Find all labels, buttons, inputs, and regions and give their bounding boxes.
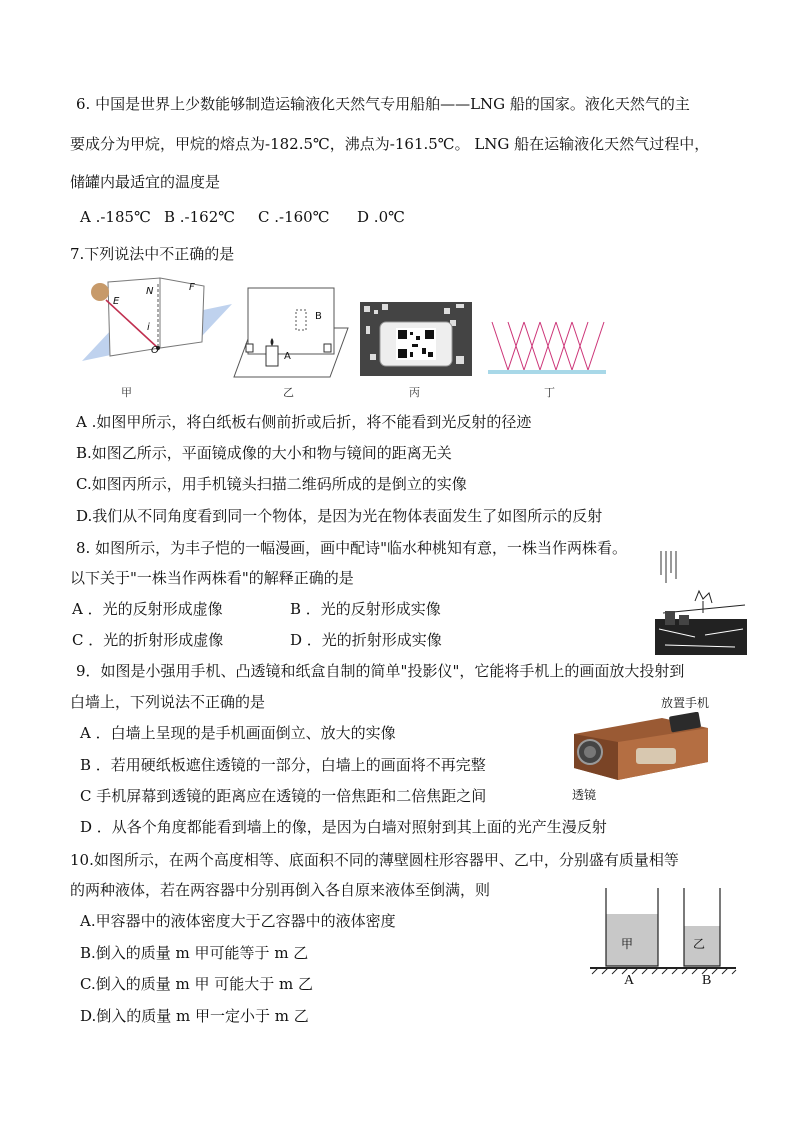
q9-line-1: 9．如图是小强用手机、凸透镜和纸盒自制的简单"投影仪"，它能将手机上的画面放大投射到 bbox=[76, 662, 685, 680]
q6-line-2: 要成分为甲烷，甲烷的熔点为-182.5℃，沸点为-161.5℃。 LNG 船在运输液化天然气过程中， bbox=[70, 135, 710, 153]
q9-option-b: B ．若用硬纸板遮住透镜的一部分，白墙上的画面将不再完整 bbox=[80, 756, 486, 774]
q10-line-1: 10.如图所示，在两个高度相等、底面积不同的薄壁圆柱形容器甲、乙中，分别盛有质量相等 bbox=[70, 851, 679, 869]
fig-label-jia-container: 甲 bbox=[621, 937, 634, 951]
candle-a bbox=[266, 346, 278, 366]
q8-option-a: A ．光的反射形成虚像 bbox=[72, 600, 223, 618]
q8-option-d: D ．光的折射形成实像 bbox=[290, 631, 442, 649]
q10-option-c: C.倒入的质量 m 甲 可能大于 m 乙 bbox=[80, 975, 313, 993]
q10-option-d: D.倒入的质量 m 甲一定小于 m 乙 bbox=[80, 1007, 309, 1025]
fengzikai-cartoon bbox=[655, 545, 747, 655]
q7-option-b: B.如图乙所示，平面镜成像的大小和物与镜间的距离无关 bbox=[76, 444, 452, 462]
fig-label-jia: 甲 bbox=[121, 386, 132, 399]
q7-option-d: D.我们从不同角度看到同一个物体，是因为光在物体表面发生了如图所示的反射 bbox=[76, 507, 603, 525]
fig-label-yi-container: 乙 bbox=[693, 937, 706, 951]
hand-with-laser bbox=[91, 283, 109, 301]
fig-label-place-phone: 放置手机 bbox=[661, 696, 710, 710]
q9-line-2: 白墙上，下列说法不正确的是 bbox=[70, 693, 266, 711]
figure-yi bbox=[232, 284, 350, 380]
projector-box bbox=[566, 712, 714, 784]
fig-jia-label-e: E bbox=[113, 296, 120, 307]
q7-stem: 7.下列说法中不正确的是 bbox=[70, 245, 235, 263]
q10-option-b: B.倒入的质量 m 甲可能等于 m 乙 bbox=[80, 944, 309, 962]
box-logo-plate bbox=[636, 748, 676, 764]
q8-line-1: 8. 如图所示，为丰子恺的一幅漫画，画中配诗"临水种桃知有意，一株当作两株看。 bbox=[76, 539, 627, 557]
fig-label-a: A bbox=[624, 973, 635, 988]
fig-jia-label-f: F bbox=[189, 282, 195, 293]
smooth-surface bbox=[488, 370, 606, 374]
q7-option-c: C.如图丙所示，用手机镜头扫描二维码所成的是倒立的实像 bbox=[76, 475, 467, 493]
q9-option-a: A ．白墙上呈现的是手机画面倒立、放大的实像 bbox=[80, 724, 396, 742]
q9-option-c: C 手机屏幕到透镜的距离应在透镜的一倍焦距和二倍焦距之间 bbox=[80, 787, 487, 805]
q6-line-1: 6. 中国是世界上少数能够制造运输液化天然气专用船舶——LNG 船的国家。液化天然气的主 bbox=[76, 95, 690, 113]
fig-label-lens: 透镜 bbox=[572, 788, 597, 802]
fig-yi-label-a: A bbox=[284, 351, 291, 362]
fig-yi-label-b: B bbox=[315, 311, 322, 322]
q6-option-c: C .-160℃ bbox=[258, 208, 330, 226]
figure-bing bbox=[360, 302, 472, 376]
fig-jia-label-i: i bbox=[147, 322, 150, 333]
q6-option-b: B .-162℃ bbox=[164, 208, 236, 226]
q10-option-a: A.甲容器中的液体密度大于乙容器中的液体密度 bbox=[80, 912, 396, 930]
figure-jia bbox=[74, 276, 234, 382]
fig-label-ding: 丁 bbox=[544, 386, 555, 399]
q6-option-d: D .0℃ bbox=[357, 208, 405, 226]
figure-ding bbox=[486, 318, 608, 376]
q6-option-a: A .-185℃ bbox=[80, 208, 151, 226]
fig-label-bing: 丙 bbox=[409, 386, 420, 399]
q8-option-b: B ．光的反射形成实像 bbox=[290, 600, 441, 618]
q8-option-c: C ．光的折射形成虚像 bbox=[72, 631, 224, 649]
fig-jia-label-n: N bbox=[146, 286, 154, 297]
q8-line-2: 以下关于"一株当作两株看"的解释正确的是 bbox=[70, 569, 354, 587]
containers-figure bbox=[588, 884, 738, 976]
fig-jia-label-o: O bbox=[151, 345, 159, 356]
q10-line-2: 的两种液体，若在两容器中分别再倒入各自原来液体至倒满，则 bbox=[70, 881, 491, 899]
paper-right bbox=[160, 278, 204, 348]
q7-option-a: A .如图甲所示，将白纸板右侧前折或后折，将不能看到光反射的径迹 bbox=[76, 413, 532, 431]
fig-label-b: B bbox=[702, 973, 712, 988]
q9-option-d: D ．从各个角度都能看到墙上的像，是因为白墙对照射到其上面的光产生漫反射 bbox=[80, 818, 607, 836]
fig-label-yi: 乙 bbox=[283, 386, 294, 399]
q6-line-3: 储罐内最适宜的温度是 bbox=[70, 173, 221, 191]
